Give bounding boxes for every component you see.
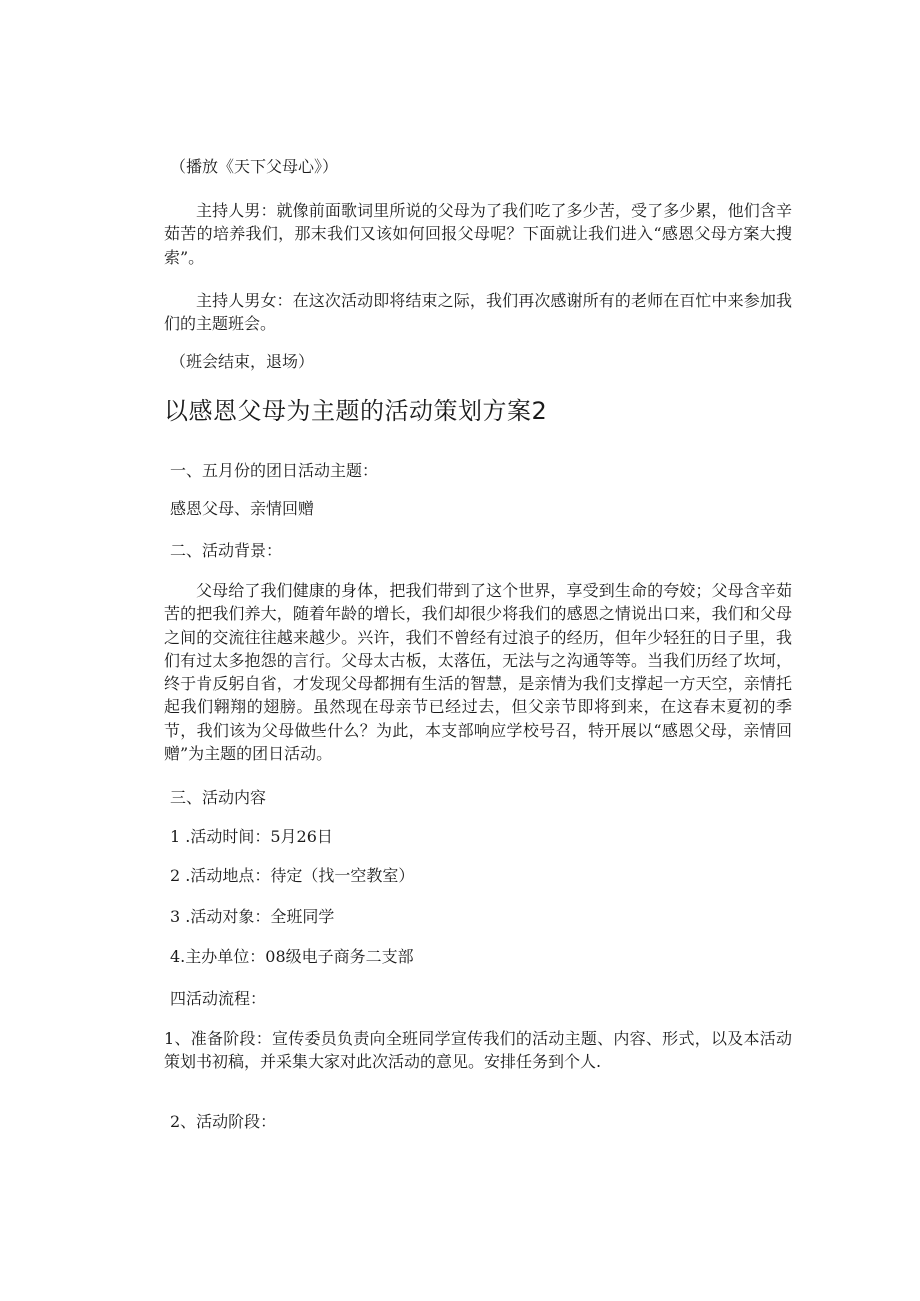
activity-audience-item: 3 .活动对象：全班同学 (170, 907, 335, 926)
activity-time-item: 1 .活动时间：5月26日 (170, 827, 333, 846)
content-heading: 三、活动内容 (170, 788, 267, 807)
class-end-note: （班会结束，退场） (170, 352, 315, 371)
background-heading: 二、活动背景： (170, 541, 283, 560)
process-heading: 四活动流程： (170, 989, 267, 1008)
background-paragraph: 父母给了我们健康的身体，把我们带到了这个世界，享受到生命的夸姣；父母含辛茹苦的把我们养大，随着年龄的增长，我们却很少将我们的感恩之情说出口来，我们和父母之间的交流往往越来越少。兴许，我们不曾经有过浪子的经历，但年少轻狂的日子里，我们有过太多抱怨的言行。父母太古板，太落伍，无法与之沟通等等。当我们历经了坎坷，终于肯反躬自省，才发现父母都拥有生活的智慧，是亲情为我们支撑起一方天空，亲情托起我们翱翔的翅膀。虽然现在母亲节已经过去，但父亲节即将到来，在这春末夏初的季节，我们该为父母做些什么？为此，本支部响应学校号召，特开展以“感恩父母，亲情回赠”为主题的团日活动。 (164, 581, 792, 764)
activity-stage-heading: 2、活动阶段： (170, 1112, 277, 1131)
theme-heading: 一、五月份的团日活动主题： (170, 461, 379, 480)
host-both-paragraph: 主持人男女：在这次活动即将结束之际，我们再次感谢所有的老师在百忙中来参加我们的主题班会。 (164, 291, 792, 334)
section-title: 以感恩父母为主题的活动策划方案2 (164, 397, 548, 425)
theme-text: 感恩父母、亲情回赠 (170, 499, 315, 518)
organizer-item: 4.主办单位：08级电子商务二支部 (170, 947, 414, 966)
play-song-note: （播放《天下父母心》） (170, 157, 339, 176)
prep-stage-paragraph: 1、准备阶段：宣传委员负责向全班同学宣传我们的活动主题、内容、形式，以及本活动策划书初稿，并采集大家对此次活动的意见。安排任务到个人. (164, 1029, 792, 1072)
host-male-paragraph: 主持人男：就像前面歌词里所说的父母为了我们吃了多少苦，受了多少累，他们含辛茹苦的培养我们，那末我们又该如何回报父母呢？下面就让我们进入“感恩父母方案大搜索”。 (164, 201, 792, 267)
activity-location-item: 2 .活动地点：待定（找一空教室） (170, 866, 415, 885)
